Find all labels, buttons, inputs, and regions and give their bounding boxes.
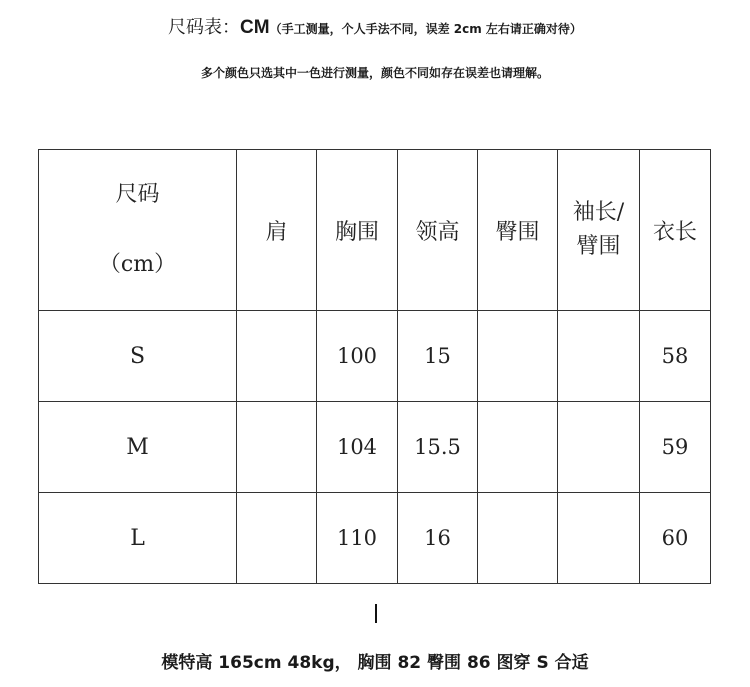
cell-bust: 100 xyxy=(317,311,398,402)
header-size-unit: （cm） xyxy=(98,252,177,277)
cell-size: M xyxy=(39,402,237,493)
model-info: 模特高 165cm 48kg， 胸围 82 臀围 86 图穿 S 合适 xyxy=(161,653,589,673)
cell-length: 60 xyxy=(640,493,711,584)
size-table xyxy=(38,149,711,584)
cell-shoulder xyxy=(237,402,317,493)
table-row xyxy=(39,402,711,493)
cell-sleeve xyxy=(558,493,640,584)
table-row xyxy=(39,311,711,402)
title-unit: CM xyxy=(240,17,270,38)
cell-shoulder xyxy=(237,493,317,584)
measurement-note: 多个颜色只选其中一色进行测量，颜色不同如存在误差也请理解。 xyxy=(200,66,549,80)
cell-length: 58 xyxy=(640,311,711,402)
cell-collar: 16 xyxy=(398,493,478,584)
header-shoulder: 肩 xyxy=(237,150,317,311)
header-sleeve-line1: 袖长/ xyxy=(572,200,625,225)
cell-hip xyxy=(478,493,558,584)
cell-hip xyxy=(478,311,558,402)
header-sleeve xyxy=(558,150,640,311)
cell-sleeve xyxy=(558,311,640,402)
header-size xyxy=(39,150,237,311)
cell-size: S xyxy=(39,311,237,402)
header-bust: 胸围 xyxy=(317,150,398,311)
header-size-label: 尺码 xyxy=(115,182,160,207)
title-note: （手工测量，个人手法不同，误差 2cm 左右请正确对待） xyxy=(269,22,582,36)
header-length: 衣长 xyxy=(640,150,711,311)
cell-length: 59 xyxy=(640,402,711,493)
cell-bust: 110 xyxy=(317,493,398,584)
cell-collar: 15 xyxy=(398,311,478,402)
header-sleeve-line2: 臂围 xyxy=(576,234,621,259)
cell-hip xyxy=(478,402,558,493)
title-prefix: 尺码表： xyxy=(168,17,241,38)
cell-shoulder xyxy=(237,311,317,402)
cell-size: L xyxy=(39,493,237,584)
header-row xyxy=(39,150,711,311)
text-cursor xyxy=(375,604,377,623)
header-hip: 臀围 xyxy=(478,150,558,311)
cell-bust: 104 xyxy=(317,402,398,493)
page-title xyxy=(0,16,750,41)
table-row xyxy=(39,493,711,584)
cell-collar: 15.5 xyxy=(398,402,478,493)
header-collar: 领高 xyxy=(398,150,478,311)
cell-sleeve xyxy=(558,402,640,493)
